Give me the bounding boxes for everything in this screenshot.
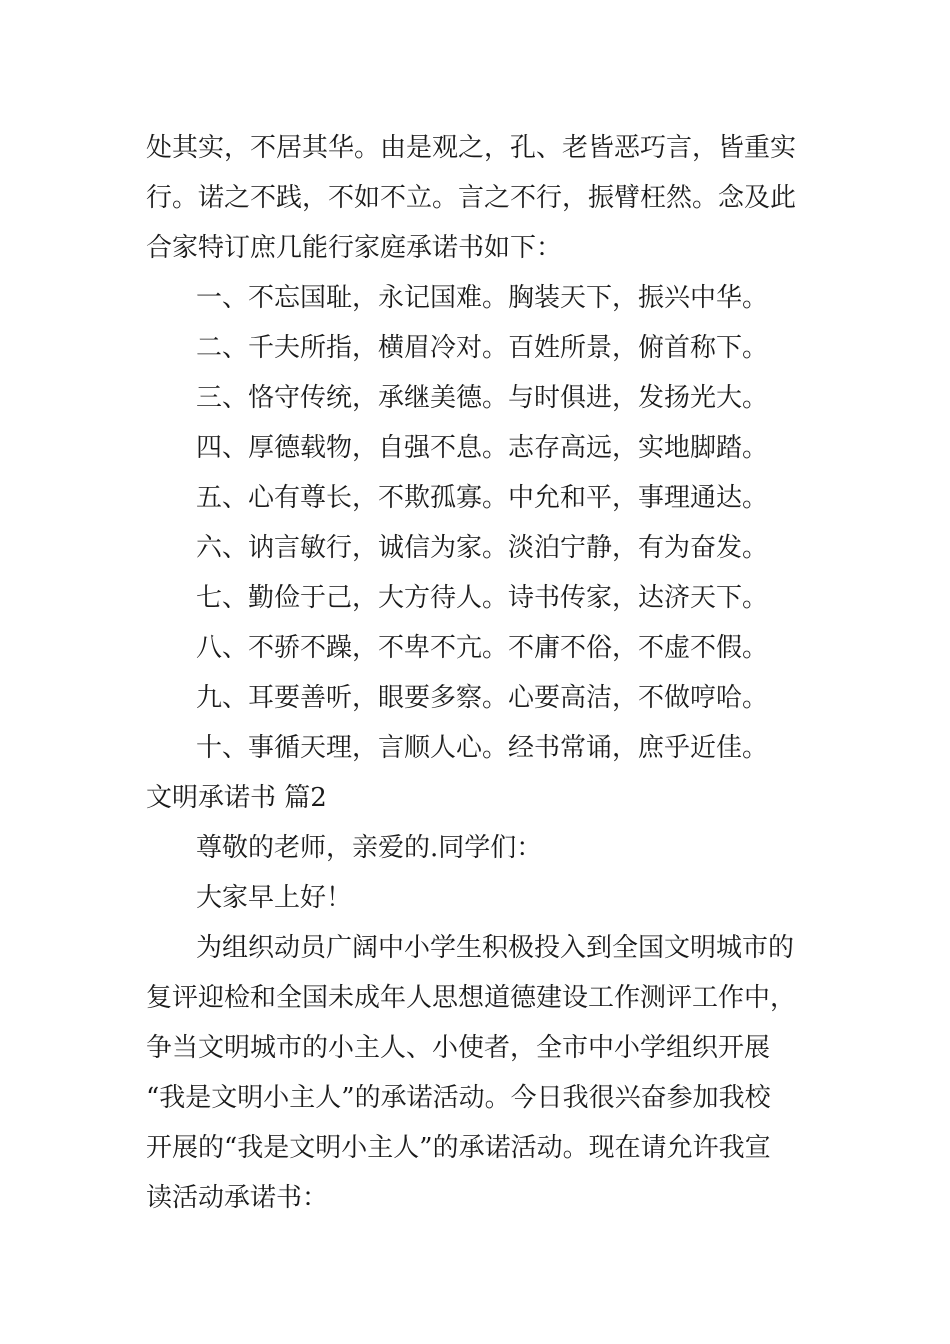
greeting: 大家早上好！	[196, 883, 353, 913]
pledge-item: 七、勤俭于己，大方待人。诗书传家，达济天下。	[196, 583, 769, 613]
intro-line: 行。诺之不践，不如不立。言之不行，振臂枉然。念及此	[146, 183, 797, 213]
pledge-item: 六、讷言敏行，诚信为家。淡泊宁静，有为奋发。	[196, 533, 769, 563]
pledge-item: 九、耳要善听，眼要多察。心要高洁，不做哼哈。	[196, 683, 769, 713]
salutation: 尊敬的老师，亲爱的.同学们：	[196, 833, 543, 863]
body-line: 开展的“我是文明小主人”的承诺活动。现在请允许我宣	[146, 1133, 771, 1163]
section-heading: 文明承诺书 篇2	[146, 783, 327, 813]
pledge-item: 五、心有尊长，不欺孤寡。中允和平，事理通达。	[196, 483, 769, 513]
body-line: 为组织动员广阔中小学生积极投入到全国文明城市的	[196, 933, 795, 963]
intro-line: 处其实，不居其华。由是观之，孔、老皆恶巧言，皆重实	[146, 133, 797, 163]
body-line: “我是文明小主人”的承诺活动。今日我很兴奋参加我校	[146, 1083, 771, 1113]
body-line: 复评迎检和全国未成年人思想道德建设工作测评工作中，	[146, 983, 797, 1013]
pledge-item: 八、不骄不躁，不卑不亢。不庸不俗，不虚不假。	[196, 633, 769, 663]
pledge-item: 四、厚德载物，自强不息。志存高远，实地脚踏。	[196, 433, 769, 463]
pledge-item: 一、不忘国耻，永记国难。胸装天下，振兴中华。	[196, 283, 769, 313]
body-line: 读活动承诺书：	[146, 1183, 329, 1213]
intro-line: 合家特订庶几能行家庭承诺书如下：	[146, 233, 563, 263]
pledge-item: 十、事循天理，言顺人心。经书常诵，庶乎近佳。	[196, 733, 769, 763]
pledge-item: 三、恪守传统，承继美德。与时俱进，发扬光大。	[196, 383, 769, 413]
pledge-item: 二、千夫所指，横眉冷对。百姓所景，俯首称下。	[196, 333, 769, 363]
body-line: 争当文明城市的小主人、小使者，全市中小学组织开展	[146, 1033, 771, 1063]
